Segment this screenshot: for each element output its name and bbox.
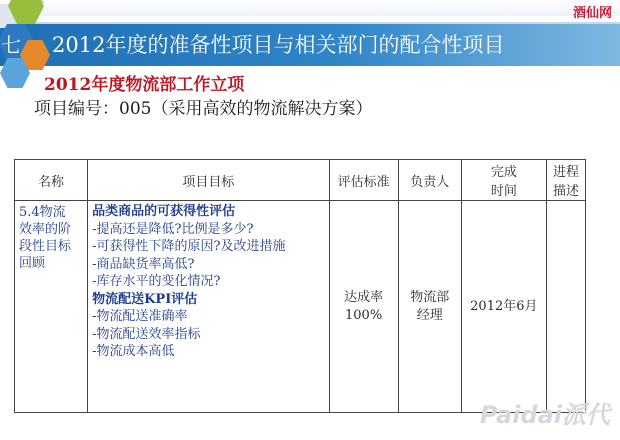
cell-progress	[546, 201, 585, 413]
cell-completion-time: 2012年6月	[461, 201, 546, 413]
top-band	[0, 0, 620, 16]
standard-line1: 达成率	[344, 289, 384, 305]
name-line: 回顾	[19, 256, 46, 271]
goal-item: -物流配送效率指标	[92, 326, 201, 342]
section-number: 七	[1, 33, 21, 57]
col-completion-time-line1: 完成	[490, 165, 517, 180]
name-line: 段性目标	[19, 239, 72, 254]
project-number: 项目编号：005（采用高效的物流解决方案）	[34, 99, 373, 119]
subheading: 2012年度物流部工作立项	[44, 75, 245, 95]
watermark-logo: Paidai派代	[479, 401, 610, 429]
owner-line2: 经理	[416, 307, 443, 323]
cell-owner	[398, 201, 461, 413]
name-line: 5.4物流	[19, 205, 66, 220]
col-name: 名称	[15, 160, 88, 201]
col-completion-time-line2: 时间	[490, 184, 517, 199]
slide-title: 2012年度的准备性项目与相关部门的配合性项目	[52, 33, 505, 57]
standard-line2: 100%	[345, 307, 383, 323]
goal-heading: 品类商品的可获得性评估	[92, 204, 236, 219]
col-progress-line1: 进程	[552, 165, 579, 180]
table-header-row	[15, 160, 586, 201]
col-owner: 负责人	[398, 160, 461, 201]
col-completion-time	[461, 160, 546, 201]
col-standard: 评估标准	[329, 160, 398, 201]
col-progress-line2: 描述	[552, 184, 579, 199]
goal-item: -提高还是降低?比例是多少?	[92, 221, 254, 237]
project-table	[14, 159, 586, 413]
goal-item: -物流配送准确率	[92, 309, 188, 324]
cell-name	[15, 201, 88, 413]
cell-standard	[329, 201, 398, 413]
brand-logo: 酒仙网	[572, 6, 612, 21]
cell-goal	[88, 201, 329, 413]
table-row	[15, 201, 586, 413]
owner-line1: 物流部	[410, 289, 450, 305]
goal-item: -物流成本高低	[92, 344, 175, 359]
goal-item: -商品缺货率高低?	[92, 256, 195, 272]
goal-heading: 物流配送KPI评估	[92, 291, 198, 307]
col-goal: 项目目标	[88, 160, 329, 201]
goal-item: -可获得性下降的原因?及改进措施	[92, 239, 286, 254]
col-progress	[546, 160, 585, 201]
name-line: 效率的阶	[19, 222, 72, 237]
goal-item: -库存水平的变化情况?	[92, 274, 221, 289]
